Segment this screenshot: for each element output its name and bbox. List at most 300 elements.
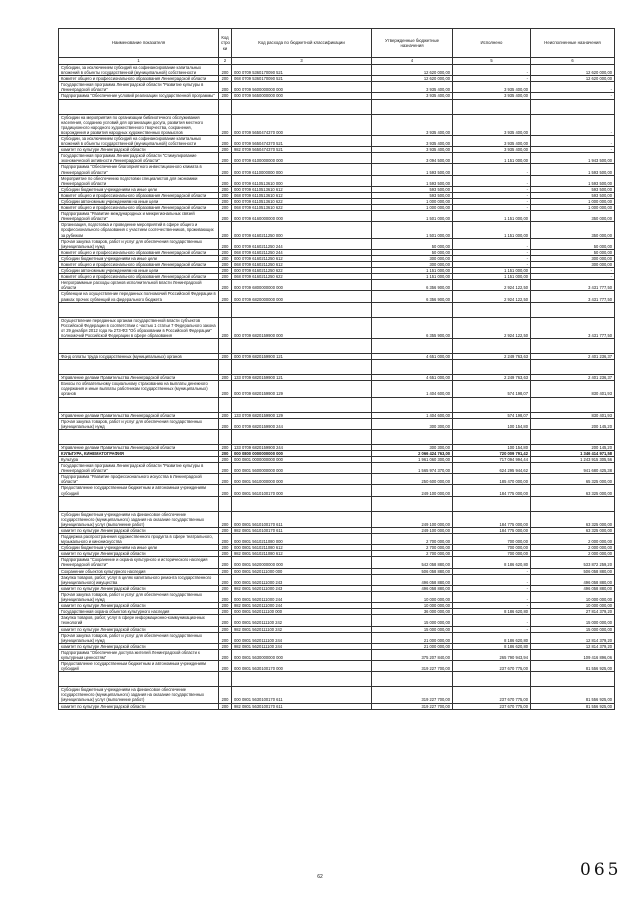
cell-line-code: 200 [219, 615, 232, 626]
cell-line-code: 200 [219, 192, 232, 198]
cell-unexecuted: 2 401 236,37 [531, 354, 615, 360]
cell-name: Сохранение объектов культурного наследия [59, 568, 219, 574]
cell-name: Мероприятие по обеспечению подготовки специалистов для экономики Ленинградской области [59, 175, 219, 186]
cell-line-code: 200 [219, 643, 232, 649]
cell-classification: 000 0801 5620000000 000 [232, 557, 372, 568]
cell-classification: 000 0801 5620111100 000 [232, 609, 372, 615]
empty-cell [59, 302, 219, 317]
table-spacer-row [59, 429, 615, 444]
cell-line-code: 200 [219, 153, 232, 164]
header-executed: Исполнено [453, 29, 531, 58]
cell-executed: - [453, 585, 531, 591]
cell-name: Организация, подготовка и проведение мероприятий в сфере общего и профессионального образования с участием соотечественников, проживающих за рубежом [59, 222, 219, 238]
cell-line-code: 200 [219, 474, 232, 485]
cell-unexecuted: 109 416 896,06 [531, 649, 615, 660]
cell-unexecuted: 300 000,00 [531, 262, 615, 268]
cell-classification: 133 0709 6820159900 129 [232, 412, 372, 418]
empty-cell [219, 339, 232, 354]
empty-cell [232, 302, 372, 317]
cell-line-code: 200 [219, 418, 232, 429]
table-spacer-row [59, 397, 615, 412]
cell-executed: 2 924 122,50 [453, 280, 531, 291]
cell-executed: - [453, 262, 531, 268]
cell-unexecuted: 81 556 925,00 [531, 661, 615, 672]
cell-executed: 8 186 620,80 [453, 632, 531, 643]
table-row [59, 222, 615, 238]
empty-cell [372, 99, 453, 114]
cell-line-code: 200 [219, 463, 232, 474]
cell-approved: 1 501 000,00 [372, 211, 453, 222]
cell-executed: - [453, 626, 531, 632]
cell-unexecuted: 3 431 777,50 [531, 280, 615, 291]
empty-cell [531, 672, 615, 687]
cell-line-code: 200 [219, 574, 232, 585]
cell-classification: 000 0709 6820159900 000 [232, 317, 372, 338]
table-row [59, 574, 615, 585]
cell-executed: 237 670 775,00 [453, 687, 531, 703]
empty-cell [232, 672, 372, 687]
cell-executed: - [453, 76, 531, 82]
column-number: 6 [531, 58, 615, 65]
cell-approved: 1 593 500,00 [372, 175, 453, 186]
empty-cell [59, 496, 219, 511]
cell-classification: 000 0801 5630100170 000 [232, 661, 372, 672]
cell-executed: 184 775 000,00 [453, 485, 531, 496]
header-approved: Утвержденные бюджетные назначения [372, 29, 453, 58]
cell-approved: 1 151 000,00 [372, 268, 453, 274]
cell-line-code: 200 [219, 164, 232, 175]
empty-cell [453, 672, 531, 687]
cell-approved: 21 000 000,00 [372, 632, 453, 643]
cell-executed: 2 249 763,63 [453, 354, 531, 360]
cell-approved: 300 000,00 [372, 255, 453, 261]
cell-name: Субсидии бюджетным учреждениям на иные цели [59, 545, 219, 551]
table-row [59, 65, 615, 76]
cell-approved: 250 600 000,00 [372, 474, 453, 485]
empty-cell [372, 360, 453, 375]
cell-executed: 8 186 620,80 [453, 609, 531, 615]
cell-executed: - [453, 568, 531, 574]
cell-classification: 982 0801 5630100170 611 [232, 703, 372, 709]
cell-name: Субсидии, за исключением субсидий на софинансирование капитальных вложений в объекты государственной (муниципальной) собственности [59, 135, 219, 146]
cell-unexecuted: 496 058 880,00 [531, 574, 615, 585]
cell-name: КУЛЬТУРА, КИНЕМАТОГРАФИЯ [59, 450, 219, 456]
cell-name: комитет по культуре Ленинградской области [59, 643, 219, 649]
cell-approved: 593 500,00 [372, 192, 453, 198]
cell-name: Предоставление государственным бюджетным и автономным учреждениям субсидий [59, 661, 219, 672]
cell-executed: 237 670 775,00 [453, 661, 531, 672]
cell-line-code: 200 [219, 551, 232, 557]
cell-name: Субсидии на мероприятия по организации библиотечного обслуживания населения, созданию условий для организации досуга, развития местного традиционного народного художественного творчества, сохранения, возрождения и развития народных художественных промыслов [59, 114, 219, 135]
cell-classification: 000 0801 5610211080 612 [232, 545, 372, 551]
empty-cell [453, 339, 531, 354]
cell-classification: 000 0800 0000000000 000 [232, 450, 372, 456]
header-name: Наименование показателя [59, 29, 219, 58]
table-row [59, 649, 615, 660]
cell-approved: 1 404 600,00 [372, 381, 453, 397]
cell-executed: 100 154,80 [453, 418, 531, 429]
cell-executed: 1 151 000,00 [453, 222, 531, 238]
table-row [59, 175, 615, 186]
cell-line-code: 200 [219, 527, 232, 533]
cell-executed: 1 151 000,00 [453, 211, 531, 222]
cell-classification: 982 0801 5620111100 242 [232, 626, 372, 632]
cell-unexecuted: 63 325 000,00 [531, 485, 615, 496]
cell-name: Фонд оплаты труда государственных (муниципальных) органов [59, 354, 219, 360]
cell-line-code: 200 [219, 585, 232, 591]
header-unexecuted: Неисполненные назначения [531, 29, 615, 58]
empty-cell [219, 496, 232, 511]
empty-cell [453, 360, 531, 375]
cell-classification: 068 0709 6160211250 244 [232, 249, 372, 255]
cell-line-code: 200 [219, 135, 232, 146]
cell-approved: 249 100 000,00 [372, 511, 453, 527]
cell-executed: 2 924 122,50 [453, 291, 531, 302]
cell-executed: - [453, 65, 531, 76]
cell-classification: 000 0801 5610211080 000 [232, 534, 372, 545]
cell-line-code: 200 [219, 280, 232, 291]
cell-approved: 12 620 000,00 [372, 65, 453, 76]
cell-unexecuted: - [531, 93, 615, 99]
cell-name: Субсидии бюджетным учреждениям на финансовое обеспечение государственного (муниципального) задания на оказание государственных (муниципальных) услуг (выполнение работ) [59, 687, 219, 703]
column-number: 2 [219, 58, 232, 65]
cell-unexecuted: 12 814 379,20 [531, 632, 615, 643]
cell-line-code: 200 [219, 626, 232, 632]
empty-cell [59, 339, 219, 354]
cell-name: Поддержка распространения художественного продукта в сфере театрального, музыкального и кинонискусства [59, 534, 219, 545]
cell-unexecuted: 200 145,20 [531, 418, 615, 429]
cell-unexecuted: 941 680 425,38 [531, 463, 615, 474]
cell-name: Комитет общего и профессионального образования Ленинградской области [59, 205, 219, 211]
empty-cell [232, 99, 372, 114]
cell-unexecuted: 830 401,93 [531, 381, 615, 397]
cell-name: Предоставление государственным бюджетным и автономным учреждениям субсидий [59, 485, 219, 496]
table-spacer-row [59, 672, 615, 687]
cell-unexecuted: 81 556 925,00 [531, 703, 615, 709]
cell-approved: 6 355 900,00 [372, 317, 453, 338]
cell-unexecuted: 10 000 000,00 [531, 603, 615, 609]
cell-name: Субсидии автономным учреждениям на иные цели [59, 198, 219, 204]
cell-line-code: 200 [219, 511, 232, 527]
cell-unexecuted: 50 000,00 [531, 238, 615, 249]
empty-cell [372, 672, 453, 687]
cell-name: Комитет общего и профессионального образования Ленинградской области [59, 262, 219, 268]
page-number: 62 [317, 874, 323, 880]
cell-classification: 982 0801 5610100170 611 [232, 527, 372, 533]
cell-unexecuted: 593 500,00 [531, 192, 615, 198]
cell-executed: - [453, 603, 531, 609]
cell-classification: 000 0801 5630100170 611 [232, 687, 372, 703]
cell-line-code: 200 [219, 222, 232, 238]
cell-unexecuted: 65 325 000,00 [531, 474, 615, 485]
cell-executed: - [453, 205, 531, 211]
cell-approved: 1 593 500,00 [372, 164, 453, 175]
cell-classification: 000 0709 6820159900 121 [232, 354, 372, 360]
cell-unexecuted: 15 000 000,00 [531, 615, 615, 626]
cell-name: Государственная программа Ленинградской области "Развитие культуры в Ленинградской области" [59, 463, 219, 474]
cell-unexecuted: - [531, 274, 615, 280]
cell-executed: 237 670 775,00 [453, 703, 531, 709]
cell-name: Прочая закупка товаров, работ и услуг для обеспечения государственных (муниципальных) нужд [59, 238, 219, 249]
cell-unexecuted: 496 058 880,00 [531, 585, 615, 591]
cell-unexecuted: - [531, 268, 615, 274]
header-classification: Код расхода по бюджетной классификации [232, 29, 372, 58]
cell-approved: 2 066 424 763,00 [372, 450, 453, 456]
cell-unexecuted: 1 243 915 305,56 [531, 456, 615, 462]
cell-line-code: 200 [219, 485, 232, 496]
cell-approved: 15 000 000,00 [372, 615, 453, 626]
table-spacer-row [59, 302, 615, 317]
cell-approved: 1 000 000,00 [372, 198, 453, 204]
table-row [59, 211, 615, 222]
cell-classification: 000 0801 5610000000 000 [232, 474, 372, 485]
cell-unexecuted: 2 401 236,37 [531, 375, 615, 381]
empty-cell [453, 302, 531, 317]
cell-approved: 1 151 000,00 [372, 274, 453, 280]
cell-executed: 700 000,00 [453, 551, 531, 557]
cell-name: Субсидии бюджетным учреждениям на иные цели [59, 186, 219, 192]
cell-executed: 8 186 620,80 [453, 557, 531, 568]
cell-executed: - [453, 198, 531, 204]
cell-name: комитет по культуре Ленинградской области [59, 551, 219, 557]
cell-classification: 000 0801 5630000000 000 [232, 649, 372, 660]
table-spacer-row [59, 339, 615, 354]
cell-unexecuted: 350 000,00 [531, 211, 615, 222]
cell-classification: 068 0709 5360170090 521 [232, 76, 372, 82]
cell-name: комитет по культуре Ленинградской области [59, 703, 219, 709]
table-row [59, 291, 615, 302]
cell-line-code: 200 [219, 412, 232, 418]
cell-approved: 2 700 000,00 [372, 534, 453, 545]
cell-unexecuted: - [531, 135, 615, 146]
cell-executed: 8 186 620,80 [453, 643, 531, 649]
cell-executed: 624 295 944,62 [453, 463, 531, 474]
cell-line-code: 200 [219, 76, 232, 82]
empty-cell [531, 339, 615, 354]
cell-name: комитет по культуре Ленинградской области [59, 603, 219, 609]
table-row [59, 317, 615, 338]
cell-unexecuted: 506 058 880,00 [531, 568, 615, 574]
cell-name: комитет по культуре Ленинградской области [59, 626, 219, 632]
cell-executed: 2 924 122,50 [453, 317, 531, 338]
cell-unexecuted: 3 431 777,50 [531, 317, 615, 338]
cell-name: Комитет общего и профессионального образования Ленинградской области [59, 192, 219, 198]
cell-unexecuted: 1 593 500,00 [531, 164, 615, 175]
cell-executed: 1 151 000,00 [453, 274, 531, 280]
cell-classification: 000 0709 6160211250 612 [232, 255, 372, 261]
empty-cell [219, 397, 232, 412]
cell-approved: 319 227 700,00 [372, 703, 453, 709]
table-row [59, 687, 615, 703]
cell-line-code: 200 [219, 82, 232, 93]
cell-classification: 000 0801 5610100170 000 [232, 485, 372, 496]
cell-approved: 50 000,00 [372, 249, 453, 255]
cell-line-code: 200 [219, 375, 232, 381]
cell-executed: - [453, 591, 531, 602]
cell-classification: 000 0801 5620111100 242 [232, 615, 372, 626]
header-line-code: Код стро ки [219, 29, 232, 58]
cell-line-code: 200 [219, 381, 232, 397]
cell-executed: 3 935 400,00 [453, 93, 531, 99]
empty-cell [232, 429, 372, 444]
table-row [59, 114, 615, 135]
table-row [59, 463, 615, 474]
cell-unexecuted: 1 346 414 971,58 [531, 450, 615, 456]
empty-cell [531, 496, 615, 511]
cell-line-code: 200 [219, 198, 232, 204]
empty-cell [372, 496, 453, 511]
cell-executed: 574 198,07 [453, 412, 531, 418]
table-row [59, 381, 615, 397]
cell-classification: 000 0709 6110513610 000 [232, 175, 372, 186]
cell-classification: 000 0709 5650474370 000 [232, 114, 372, 135]
cell-executed: - [453, 186, 531, 192]
cell-executed: - [453, 615, 531, 626]
cell-classification: 000 0801 5620111000 243 [232, 574, 372, 585]
cell-approved: 12 620 000,00 [372, 76, 453, 82]
cell-name: Управление делами Правительства Ленинградской области [59, 375, 219, 381]
cell-line-code: 200 [219, 175, 232, 186]
cell-line-code: 200 [219, 317, 232, 338]
empty-cell [453, 99, 531, 114]
cell-unexecuted: 12 620 000,00 [531, 76, 615, 82]
cell-name: Закупка товаров, работ, услуг в сфере информационно-коммуникационных технологий [59, 615, 219, 626]
cell-approved: 593 500,00 [372, 186, 453, 192]
table-spacer-row [59, 360, 615, 375]
empty-cell [219, 99, 232, 114]
empty-cell [531, 397, 615, 412]
empty-cell [531, 360, 615, 375]
cell-name: Непрограммные расходы органов исполнительной власти Ленинградской области [59, 280, 219, 291]
cell-classification: 068 0709 6160211250 622 [232, 274, 372, 280]
cell-approved: 1 404 600,00 [372, 412, 453, 418]
empty-cell [219, 672, 232, 687]
cell-executed: - [453, 255, 531, 261]
table-row [59, 557, 615, 568]
cell-executed: 717 094 994,44 [453, 456, 531, 462]
cell-approved: 542 058 880,00 [372, 557, 453, 568]
table-spacer-row [59, 496, 615, 511]
cell-classification: 000 0801 5620111100 244 [232, 632, 372, 643]
cell-approved: 375 207 840,00 [372, 649, 453, 660]
cell-line-code: 200 [219, 211, 232, 222]
cell-approved: 10 000 000,00 [372, 603, 453, 609]
cell-line-code: 200 [219, 93, 232, 99]
cell-executed: 700 000,00 [453, 534, 531, 545]
cell-approved: 3 935 400,00 [372, 147, 453, 153]
table-body [59, 65, 615, 710]
empty-cell [59, 360, 219, 375]
cell-name: Субсидии автономным учреждениям на иные цели [59, 268, 219, 274]
table-row [59, 238, 615, 249]
cell-executed: 265 790 943,94 [453, 649, 531, 660]
cell-name: Государственная программа Ленинградской области "Развитие культуры в Ленинградской области" [59, 82, 219, 93]
table-header-row [59, 29, 615, 58]
empty-cell [372, 429, 453, 444]
cell-executed: 3 935 400,00 [453, 114, 531, 135]
cell-approved: 3 935 400,00 [372, 114, 453, 135]
cell-line-code: 200 [219, 703, 232, 709]
cell-executed: 3 935 400,00 [453, 82, 531, 93]
table-row [59, 164, 615, 175]
cell-classification: 000 0801 0000000000 000 [232, 456, 372, 462]
cell-classification: 000 0709 6110513610 622 [232, 198, 372, 204]
cell-line-code: 200 [219, 545, 232, 551]
cell-name: Субсидии бюджетным учреждениям на финансовое обеспечение государственного (муниципального) задания на оказание государственных (муниципальных) услуг (выполнение работ) [59, 511, 219, 527]
cell-approved: 6 356 900,00 [372, 291, 453, 302]
cell-approved: 1 961 060 300,00 [372, 456, 453, 462]
cell-classification: 000 0709 6820159900 129 [232, 381, 372, 397]
cell-line-code: 200 [219, 534, 232, 545]
cell-executed: - [453, 249, 531, 255]
cell-approved: 300 300,00 [372, 444, 453, 450]
cell-line-code: 200 [219, 456, 232, 462]
cell-name: Подпрограмма "Обеспечение условий реализации государственной программы" [59, 93, 219, 99]
cell-classification: 000 0709 6160211250 244 [232, 238, 372, 249]
empty-cell [372, 302, 453, 317]
cell-line-code: 200 [219, 687, 232, 703]
table-row [59, 591, 615, 602]
cell-unexecuted: 2 000 000,00 [531, 551, 615, 557]
cell-name: Подпрограмма "Сохранение и охрана культурного и исторического наследия Ленинградской области" [59, 557, 219, 568]
cell-unexecuted: 50 000,00 [531, 249, 615, 255]
cell-line-code: 200 [219, 65, 232, 76]
cell-classification: 000 0709 6820000000 000 [232, 291, 372, 302]
empty-cell [219, 302, 232, 317]
cell-approved: 36 000 000,00 [372, 609, 453, 615]
cell-unexecuted: - [531, 82, 615, 93]
cell-name: Подпрограмма "Обеспечение благоприятного инвестиционного климата в Ленинградской области" [59, 164, 219, 175]
cell-approved: 506 058 880,00 [372, 568, 453, 574]
table-row [59, 82, 615, 93]
cell-name: Подпрограмма "Развитие профессионального искусства в Ленинградской области" [59, 474, 219, 485]
empty-cell [219, 360, 232, 375]
cell-name: комитет по культуре Ленинградской области [59, 147, 219, 153]
cell-classification: 000 0709 6160211250 622 [232, 268, 372, 274]
cell-executed: 720 009 791,42 [453, 450, 531, 456]
cell-line-code: 200 [219, 262, 232, 268]
cell-unexecuted: 1 000 000,00 [531, 205, 615, 211]
cell-name: Подпрограмма "Обеспечение доступа жителей Ленинградской области к культурным ценностям" [59, 649, 219, 660]
cell-classification: 000 0709 5650474370 521 [232, 135, 372, 146]
table-row [59, 511, 615, 527]
cell-classification: 000 0709 6160211250 000 [232, 222, 372, 238]
cell-executed: 185 470 000,00 [453, 474, 531, 485]
cell-classification: 000 0709 5650000000 000 [232, 93, 372, 99]
cell-line-code: 200 [219, 568, 232, 574]
cell-executed: 184 775 000,00 [453, 527, 531, 533]
empty-cell [59, 429, 219, 444]
cell-unexecuted: 300 000,00 [531, 255, 615, 261]
cell-line-code: 200 [219, 444, 232, 450]
cell-unexecuted: 1 943 500,00 [531, 153, 615, 164]
cell-name: комитет по культуре Ленинградской области [59, 527, 219, 533]
cell-line-code: 200 [219, 591, 232, 602]
cell-line-code: 200 [219, 609, 232, 615]
cell-classification: 000 0801 5600000000 000 [232, 463, 372, 474]
cell-unexecuted: - [531, 114, 615, 135]
column-number: 1 [59, 58, 219, 65]
cell-line-code: 200 [219, 632, 232, 643]
table-row [59, 485, 615, 496]
cell-name: Взносы по обязательному социальному страхованию на выплаты денежного содержания и иные выплаты работникам государственных (муниципальных) органов [59, 381, 219, 397]
cell-line-code: 200 [219, 557, 232, 568]
cell-unexecuted: 15 000 000,00 [531, 626, 615, 632]
cell-executed: 3 935 400,00 [453, 135, 531, 146]
cell-classification: 982 0801 5610211080 612 [232, 551, 372, 557]
cell-approved: 496 058 880,00 [372, 574, 453, 585]
cell-classification: 982 0709 5650474370 521 [232, 147, 372, 153]
